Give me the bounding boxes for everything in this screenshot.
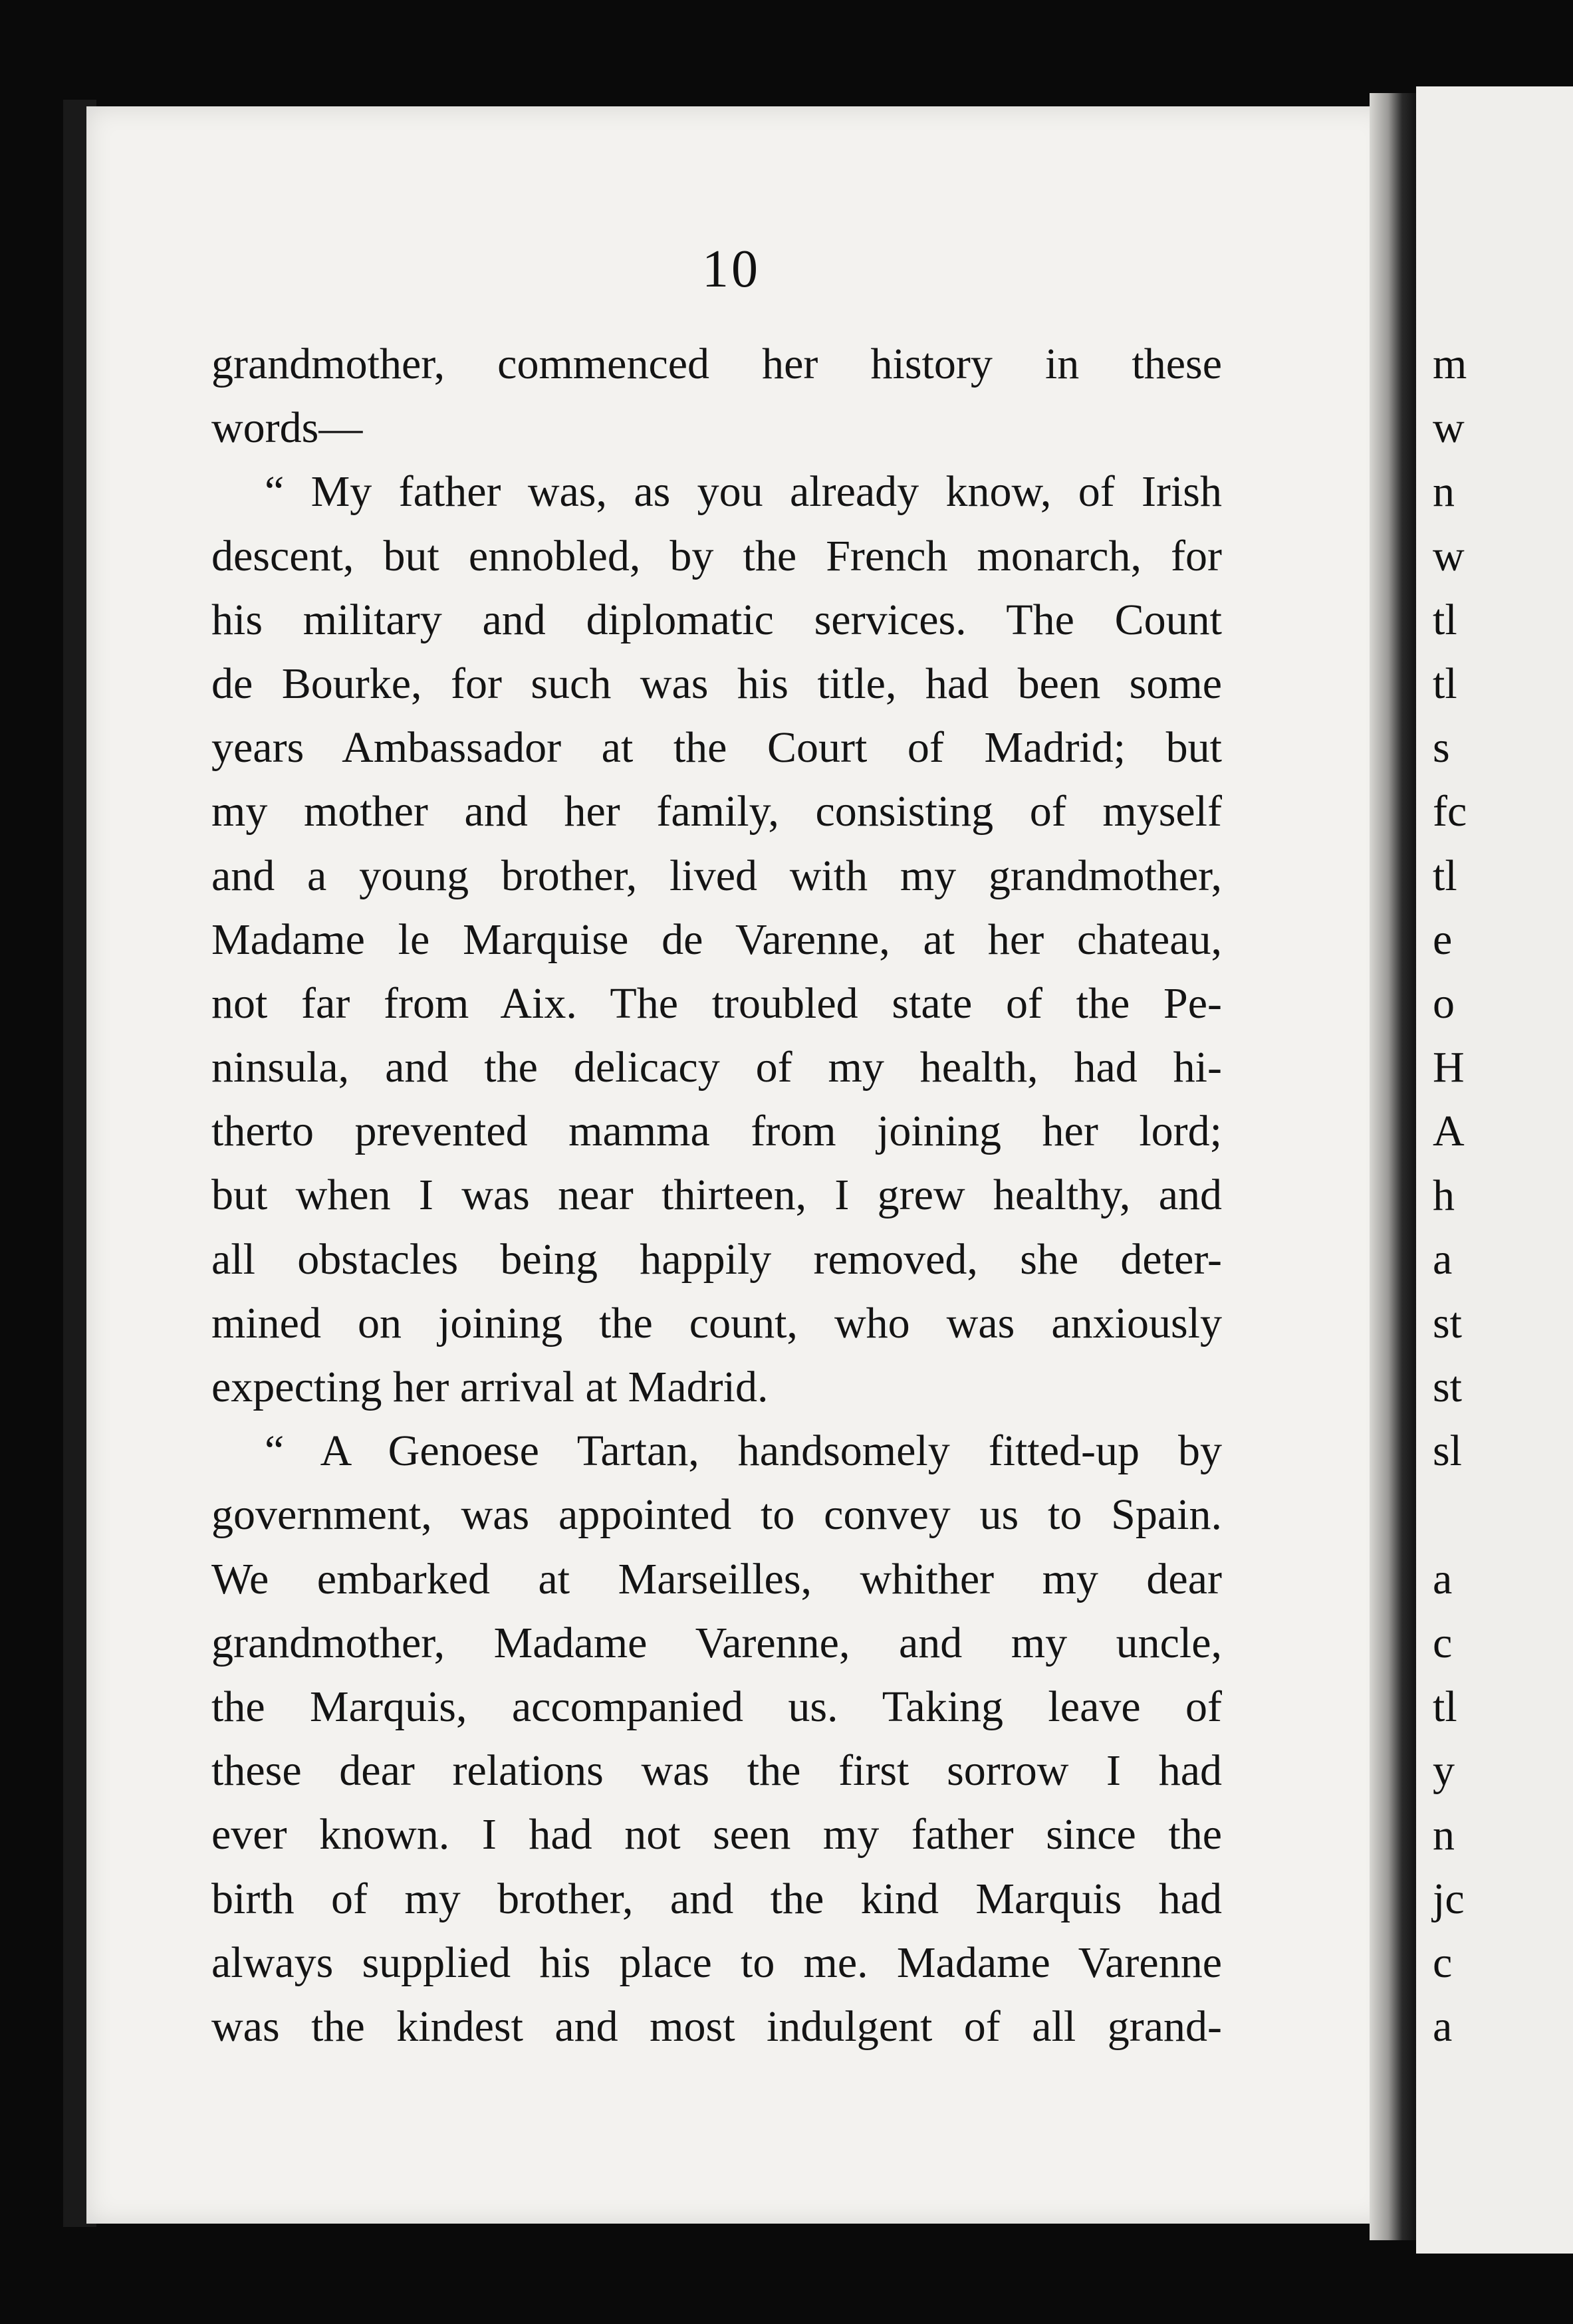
facing-page-fragment: o	[1433, 979, 1455, 1028]
text-line: and a young brother, lived with my grandmother,	[211, 851, 1222, 900]
facing-page-fragment: H	[1433, 1043, 1465, 1092]
text-line: de Bourke, for such was his title, had been some	[211, 659, 1222, 708]
text-line: expecting her arrival at Madrid.	[211, 1363, 769, 1411]
facing-page-fragment: c	[1433, 1938, 1453, 1987]
text-line: his military and diplomatic services. The Count	[211, 595, 1222, 644]
facing-page-fragment: st	[1433, 1363, 1463, 1412]
text-line: Madame le Marquise de Varenne, at her chateau,	[211, 915, 1222, 964]
facing-page-fragment: e	[1433, 915, 1453, 964]
text-line: years Ambassador at the Court of Madrid; but	[211, 723, 1222, 772]
text-line: was the kindest and most indulgent of all grand-	[211, 2002, 1222, 2051]
body-text	[211, 332, 1222, 2059]
facing-page-fragment: c	[1433, 1619, 1453, 1667]
facing-page-fragment: w	[1433, 531, 1465, 580]
text-line: “ My father was, as you already know, of Irish	[265, 467, 1222, 517]
facing-page-fragment: h	[1433, 1171, 1455, 1220]
text-line: We embarked at Marseilles, whither my dear	[211, 1554, 1222, 1603]
text-line: birth of my brother, and the kind Marquis had	[211, 1874, 1222, 1923]
facing-page-fragment: sl	[1433, 1427, 1463, 1476]
page-number: 10	[702, 240, 761, 298]
text-line: these dear relations was the first sorrow I had	[211, 1746, 1222, 1796]
facing-page-fragment: m	[1433, 340, 1467, 388]
text-line: grandmother, Madame Varenne, and my uncle,	[211, 1618, 1222, 1667]
facing-page-fragment: a	[1433, 2002, 1453, 2051]
facing-page-fragment: fc	[1433, 787, 1467, 836]
facing-page-fragment: tl	[1433, 851, 1457, 900]
text-line: but when I was near thirteen, I grew healthy, and	[211, 1171, 1222, 1220]
facing-page-fragment: tl	[1433, 595, 1457, 644]
text-line: ninsula, and the delicacy of my health, had hi-	[211, 1043, 1222, 1092]
facing-page-fragment: jc	[1433, 1874, 1465, 1923]
text-line: ever known. I had not seen my father since the	[211, 1810, 1222, 1859]
facing-page-fragment: a	[1433, 1554, 1453, 1603]
text-line: the Marquis, accompanied us. Taking leave of	[211, 1682, 1222, 1731]
text-line: not far from Aix. The troubled state of the Pe-	[211, 979, 1222, 1028]
text-line: therto prevented mamma from joining her lord;	[211, 1107, 1222, 1156]
text-line: mined on joining the count, who was anxiously	[211, 1298, 1222, 1347]
facing-page-fragment: st	[1433, 1299, 1463, 1347]
text-line: my mother and her family, consisting of myself	[211, 787, 1222, 836]
facing-page-fragment: a	[1433, 1234, 1453, 1284]
facing-page-fragment: n	[1433, 1810, 1455, 1859]
facing-page-fragment: tl	[1433, 1683, 1457, 1732]
text-line: descent, but ennobled, by the French monarch, for	[211, 531, 1222, 580]
text-line: “ A Genoese Tartan, handsomely fitted-up by	[265, 1427, 1222, 1476]
page-gutter	[1370, 93, 1416, 2240]
facing-page-fragment: A	[1433, 1107, 1465, 1156]
facing-page-fragment: w	[1433, 404, 1465, 453]
facing-page-fragment: n	[1433, 467, 1455, 517]
text-line: words—	[211, 404, 363, 453]
text-line: government, was appointed to convey us to Spain.	[211, 1490, 1222, 1540]
facing-page-fragment: tl	[1433, 659, 1457, 708]
text-line: always supplied his place to me. Madame Varenne	[211, 1938, 1222, 1987]
text-line: grandmother, commenced her history in these	[211, 340, 1222, 388]
facing-page-fragment: s	[1433, 723, 1450, 772]
text-line: all obstacles being happily removed, she deter-	[211, 1234, 1222, 1284]
facing-page-fragment: y	[1433, 1746, 1455, 1796]
